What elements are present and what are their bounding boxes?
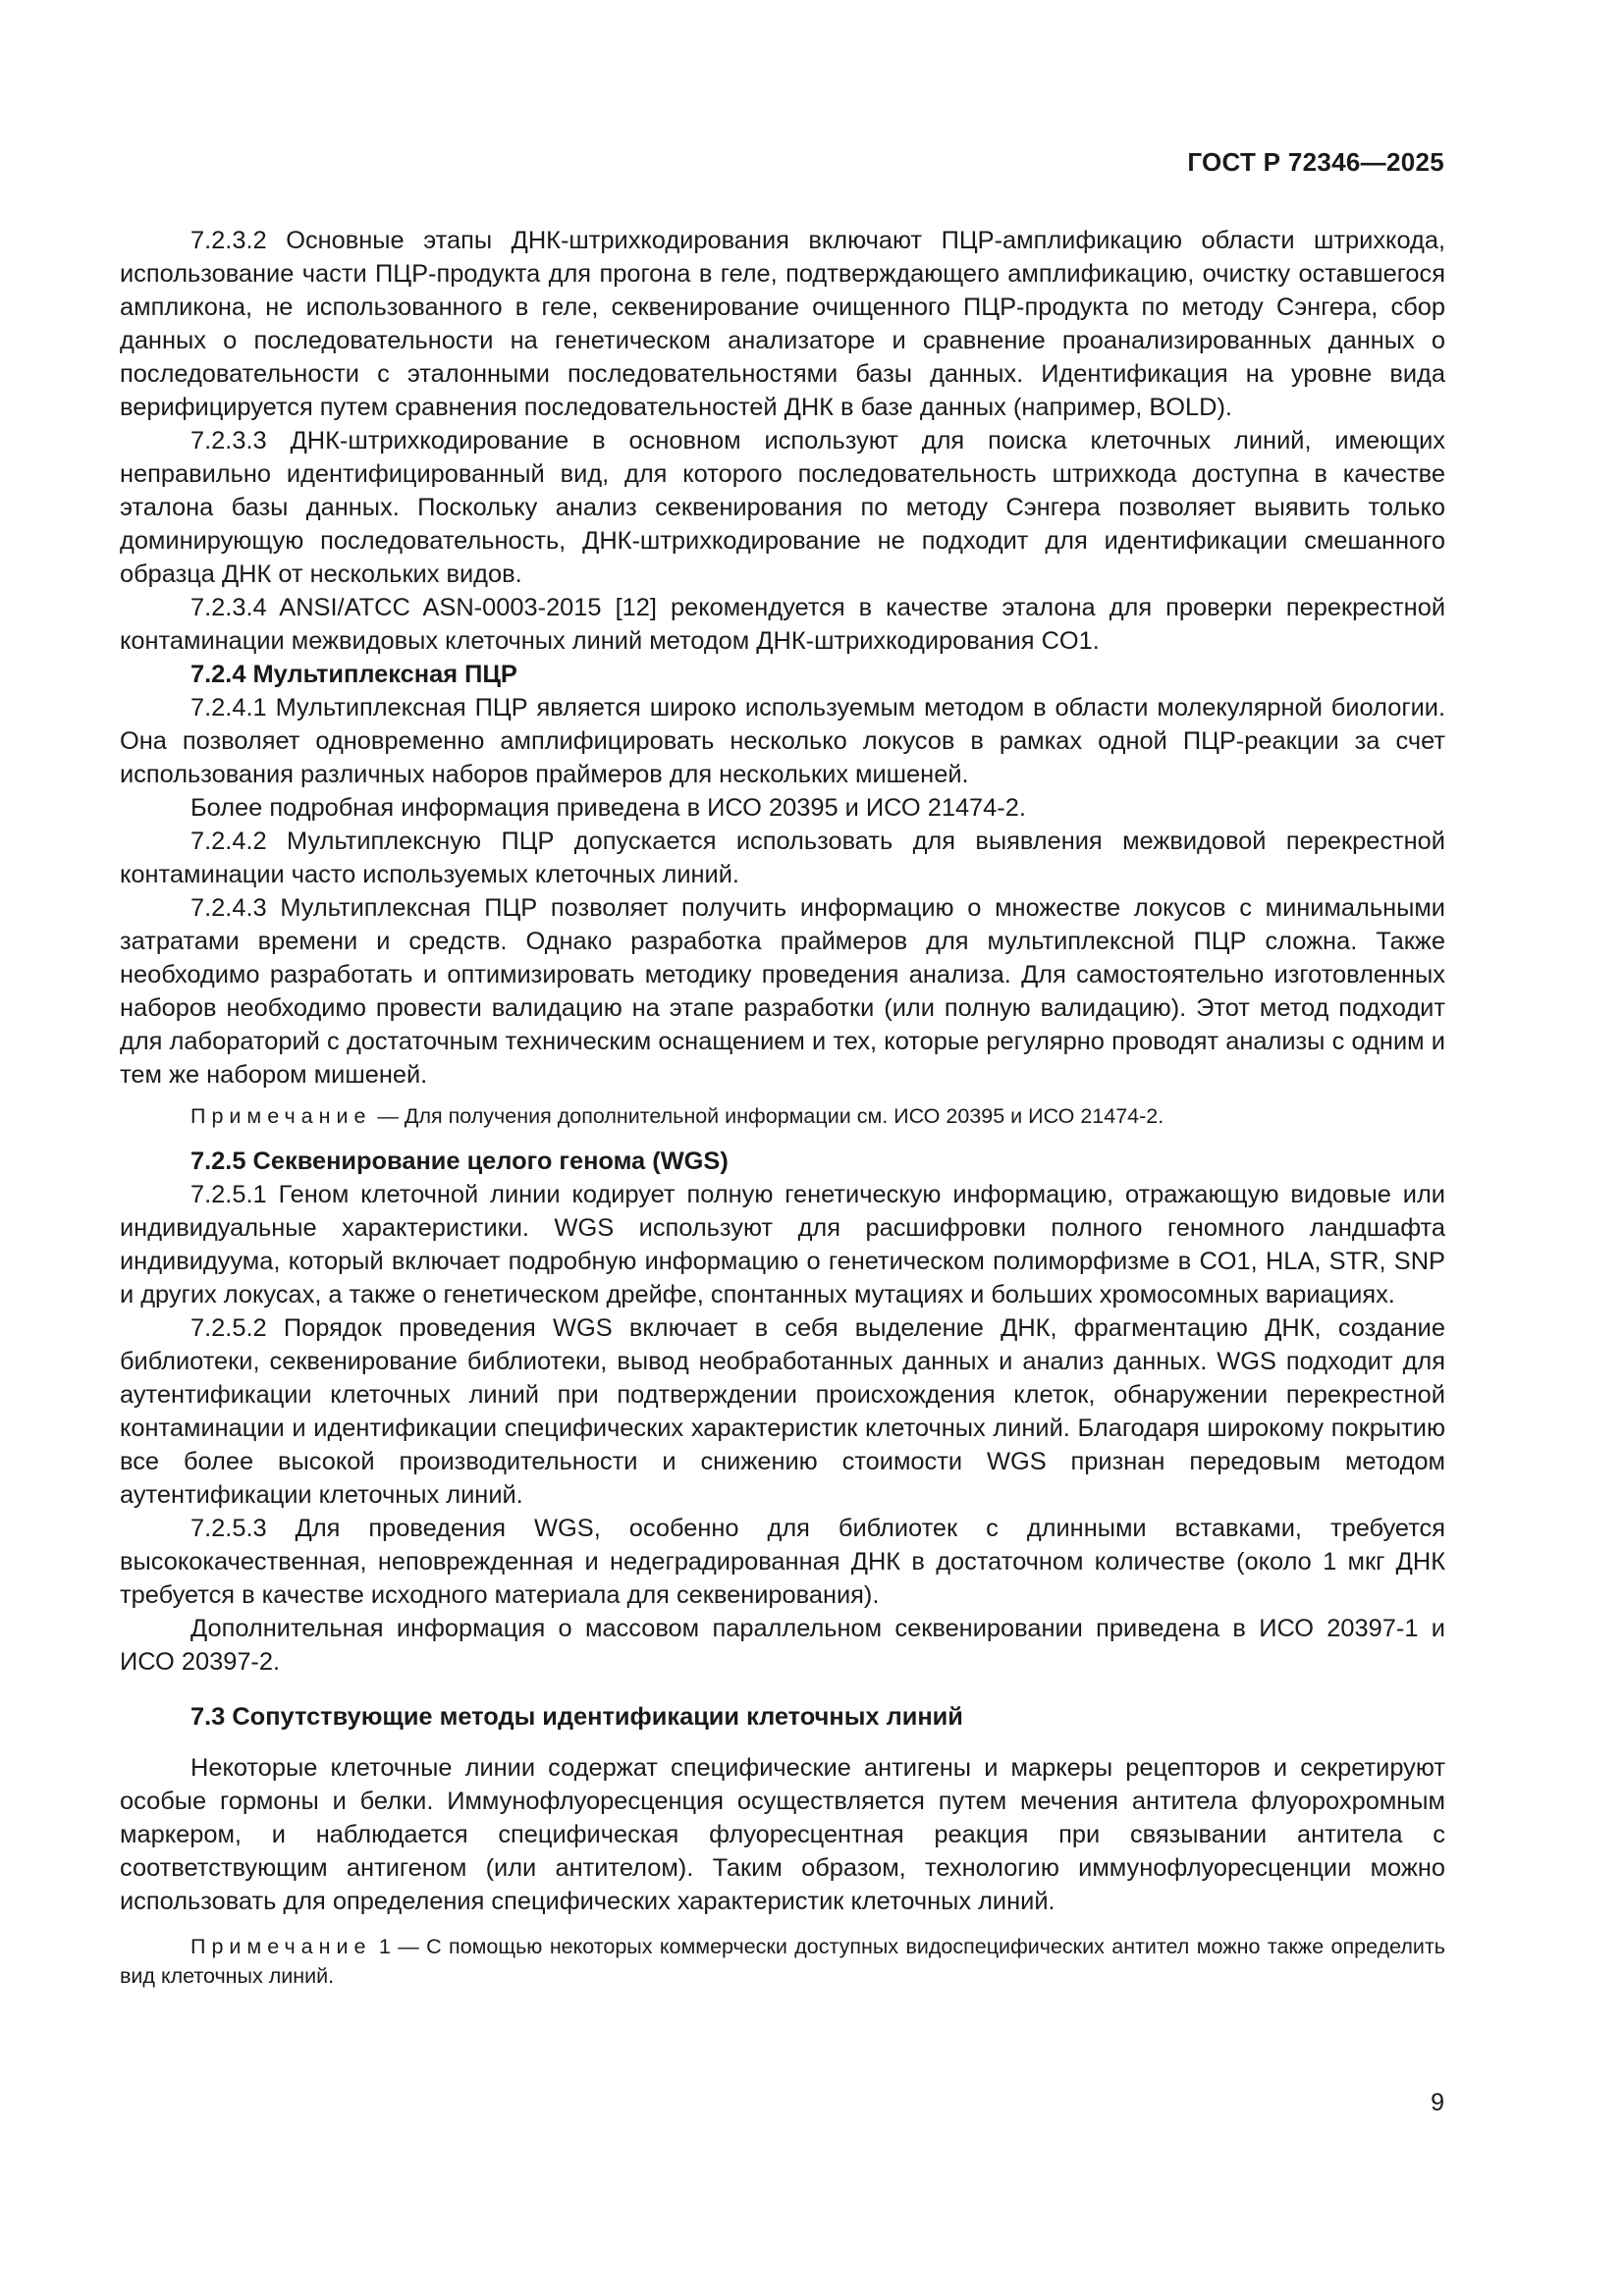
note-label: Примечание	[190, 1104, 372, 1128]
note-7-3	[120, 1932, 1445, 1991]
paragraph-7-2-5-3-reference: Дополнительная информация о массовом параллельном секвенировании приведена в ИСО 20397-1 и ИСО 20397-2.	[120, 1615, 1445, 1676]
note-7-2-4	[120, 1101, 1445, 1131]
heading-7-2-4: 7.2.4 Мультиплексная ПЦР	[190, 661, 517, 688]
note-label: Примечание	[190, 1935, 372, 1958]
paragraph-7-2-4-1: 7.2.4.1 Мультиплексная ПЦР является широко используемым методом в области молекулярной биологии. Она позволяет одновременно амплифицировать несколько локусов в рамках одной ПЦР-реакции за счет использования различных наборов праймеров для нескольких мишеней.	[120, 694, 1445, 788]
paragraph-7-2-3-4: 7.2.3.4 ANSI/ATCC ASN-0003-2015 [12] рекомендуется в качестве эталона для проверки перекрестной контаминации межвидовых клеточных линий методом ДНК-штрихкодирования CO1.	[120, 594, 1445, 655]
note-text: — Для получения дополнительной информации см. ИСО 20395 и ИСО 21474-2.	[371, 1104, 1164, 1128]
page-number: 9	[1431, 2089, 1444, 2116]
paragraph-7-2-4-1-reference: Более подробная информация приведена в ИСО 20395 и ИСО 21474-2.	[190, 794, 1026, 822]
paragraph-7-2-5-3: 7.2.5.3 Для проведения WGS, особенно для библиотек с длинными вставками, требуется высококачественная, неповрежденная и недеградированная ДНК в достаточном количестве (около 1 мкг ДНК требуется в качестве исходного материала для секвенирования).	[120, 1515, 1445, 1609]
document-id-header: ГОСТ Р 72346—2025	[1187, 147, 1444, 177]
paragraph-7-2-4-2: 7.2.4.2 Мультиплексную ПЦР допускается использовать для выявления межвидовой перекрестной контаминации часто используемых клеточных линий.	[120, 828, 1445, 888]
heading-7-2-5: 7.2.5 Секвенирование целого генома (WGS)	[190, 1148, 729, 1175]
paragraph-7-2-5-1: 7.2.5.1 Геном клеточной линии кодирует полную генетическую информацию, отражающую видовые или индивидуальные характеристики. WGS используют для расшифровки полного геномного ландшафта индивидуума, который включает подробную информацию о генетическом полиморфизме в CO1, HLA, STR, SNP и других локусах, а также о генетическом дрейфе, спонтанных мутациях и больших хромосомных вариациях.	[120, 1181, 1445, 1308]
paragraph-7-2-5-2: 7.2.5.2 Порядок проведения WGS включает в себя выделение ДНК, фрагментацию ДНК, создание библиотеки, секвенирование библиотеки, вывод необработанных данных и анализ данных. WGS подходит для аутентификации клеточных линий при подтверждении происхождения клеток, обнаружении перекрестной контаминации и идентификации специфических характеристик клеточных линий. Благодаря широкому покрытию все более высокой производительности и снижению стоимости WGS признан передовым методом аутентификации клеточных линий.	[120, 1314, 1445, 1509]
note-text: 1 — С помощью некоторых коммерчески доступных видоспецифических антител можно также определить вид клеточных линий.	[120, 1935, 1445, 1988]
paragraph-7-2-4-3: 7.2.4.3 Мультиплексная ПЦР позволяет получить информацию о множестве локусов с минимальными затратами времени и средств. Однако разработка праймеров для мультиплексной ПЦР сложна. Также необходимо разработать и оптимизировать методику проведения анализа. Для самостоятельно изготовленных наборов необходимо провести валидацию на этапе разработки (или полную валидацию). Этот метод подходит для лабораторий с достаточным техническим оснащением и тех, которые регулярно проводят анализы с одним и тем же набором мишеней.	[120, 894, 1445, 1089]
heading-7-3: 7.3 Сопутствующие методы идентификации клеточных линий	[190, 1703, 963, 1731]
paragraph-7-2-3-3: 7.2.3.3 ДНК-штрихкодирование в основном используют для поиска клеточных линий, имеющих неправильно идентифицированный вид, для которого последовательность штрихкода доступна в качестве эталона базы данных. Поскольку анализ секвенирования по методу Сэнгера позволяет выявить только доминирующую последовательность, ДНК-штрихкодирование не подходит для идентификации смешанного образца ДНК от нескольких видов.	[120, 427, 1445, 588]
paragraph-7-2-3-2: 7.2.3.2 Основные этапы ДНК-штрихкодирования включают ПЦР-амплификацию области штрихкода, использование части ПЦР-продукта для прогона в геле, подтверждающего амплификацию, очистку оставшегося ампликона, не использованного в геле, секвенирование очищенного ПЦР-продукта по методу Сэнгера, сбор данных о последовательности на генетическом анализаторе и сравнение проанализированных данных о последовательности с эталонными последовательностями базы данных. Идентификация на уровне вида верифицируется путем сравнения последовательностей ДНК в базе данных (например, BOLD).	[120, 227, 1445, 421]
document-body	[120, 224, 1445, 1991]
paragraph-7-3: Некоторые клеточные линии содержат специфические антигены и маркеры рецепторов и секретируют особые гормоны и белки. Иммунофлуоресценция осуществляется путем мечения антитела флуорохромным маркером, и наблюдается специфическая флуоресцентная реакция при связывании антитела с соответствующим антигеном (или антителом). Таким образом, технологию иммунофлуоресценции можно использовать для определения специфических характеристик клеточных линий.	[120, 1754, 1445, 1915]
